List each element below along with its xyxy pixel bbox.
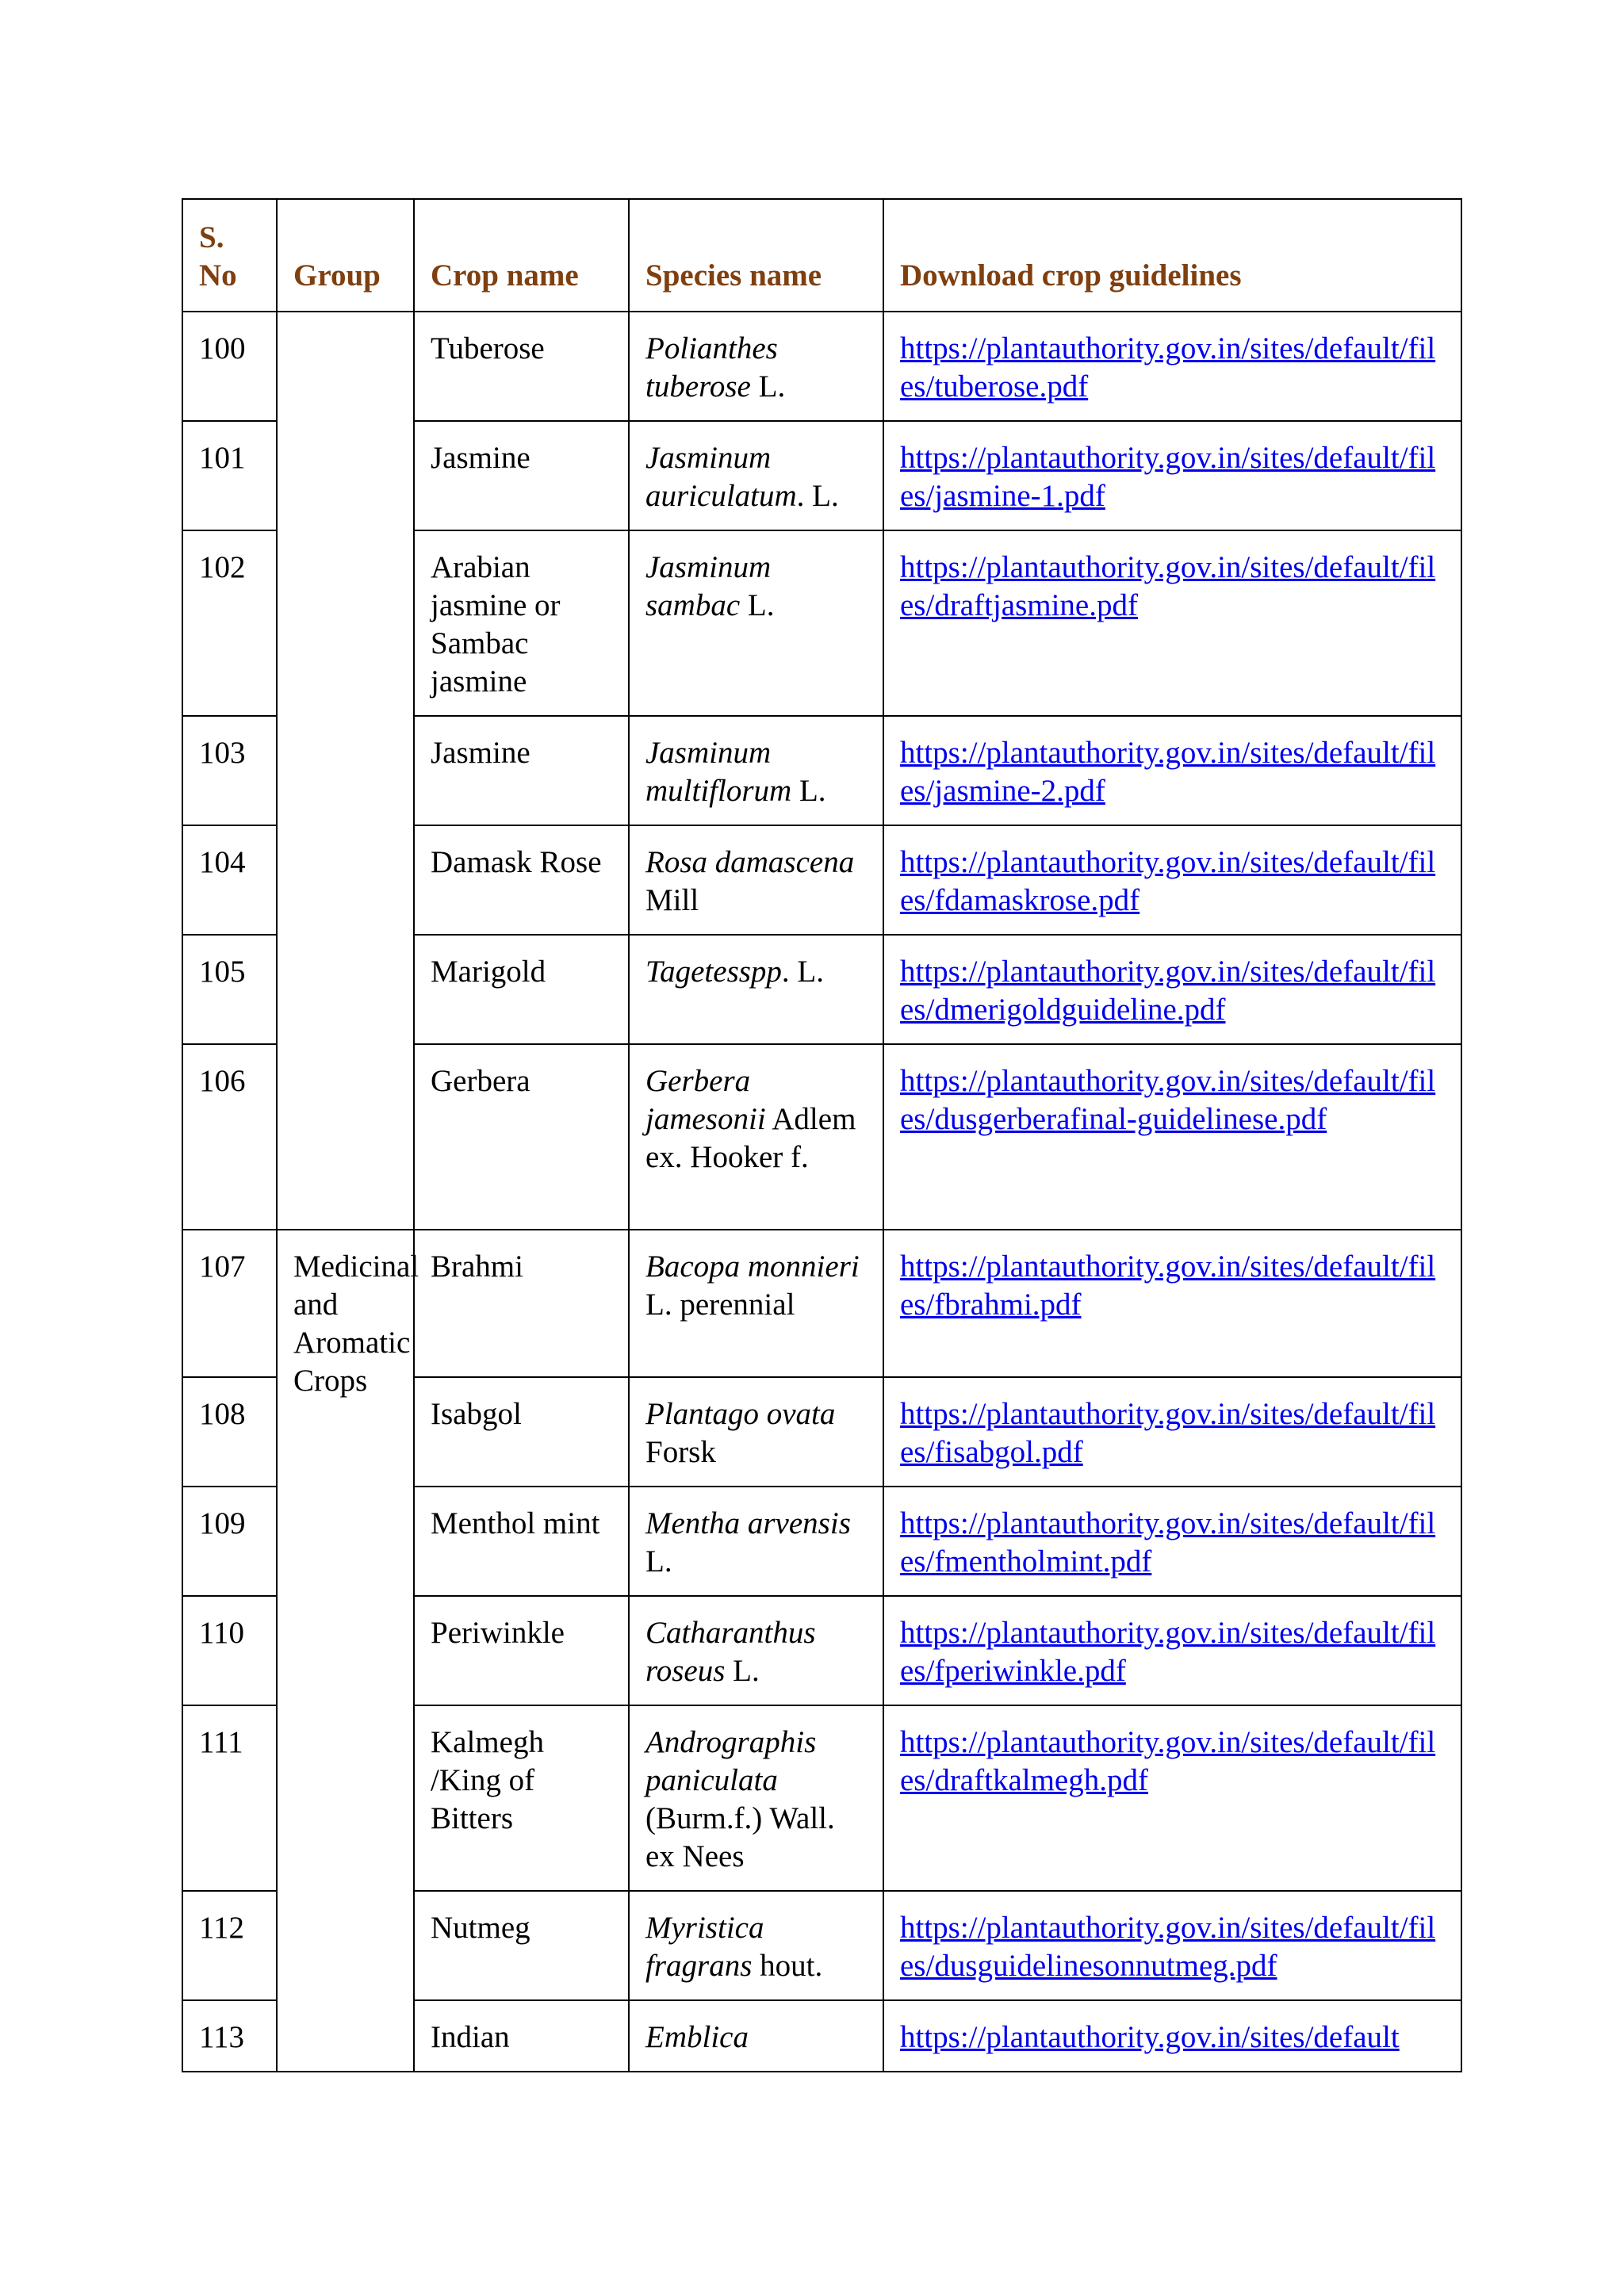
guideline-link[interactable]: https://plantauthority.gov.in/sites/default/files/jasmine-2.pdf bbox=[900, 736, 1436, 808]
cell-crop: Isabgol bbox=[414, 1377, 629, 1487]
cell-download bbox=[883, 1044, 1461, 1230]
cell-sno: 101 bbox=[182, 421, 277, 530]
species-authority: Adlem ex. Hooker f. bbox=[645, 1102, 856, 1174]
species-authority: (Burm.f.) Wall. ex Nees bbox=[645, 1801, 835, 1873]
species-authority: Forsk bbox=[645, 1435, 716, 1469]
species-authority: Mill bbox=[645, 883, 699, 917]
guideline-link[interactable]: https://plantauthority.gov.in/sites/default/files/fisabgol.pdf bbox=[900, 1397, 1436, 1469]
cell-crop: Gerbera bbox=[414, 1044, 629, 1230]
cell-sno: 107 bbox=[182, 1230, 277, 1377]
cell-download bbox=[883, 1487, 1461, 1596]
species-italic: Polianthes tuberose bbox=[645, 331, 778, 404]
header-crop-name: Crop name bbox=[414, 199, 629, 312]
cell-download bbox=[883, 825, 1461, 935]
cell-species bbox=[629, 1487, 883, 1596]
guideline-link[interactable]: https://plantauthority.gov.in/sites/default/files/fdamaskrose.pdf bbox=[900, 845, 1436, 917]
species-authority: L. bbox=[740, 588, 775, 622]
cell-sno: 112 bbox=[182, 1891, 277, 2000]
cell-species bbox=[629, 825, 883, 935]
species-italic: Plantago ovata bbox=[645, 1397, 836, 1431]
header-sno: S. No bbox=[182, 199, 277, 312]
species-italic: Gerbera jamesonii bbox=[645, 1064, 766, 1136]
cell-download bbox=[883, 2000, 1461, 2072]
species-italic: Myristica fragrans bbox=[645, 1911, 764, 1983]
cell-crop: Jasmine bbox=[414, 716, 629, 825]
guideline-link[interactable]: https://plantauthority.gov.in/sites/default/files/draftjasmine.pdf bbox=[900, 550, 1436, 622]
header-species-name: Species name bbox=[629, 199, 883, 312]
cell-download bbox=[883, 1596, 1461, 1705]
cell-download bbox=[883, 312, 1461, 421]
species-authority: L. bbox=[645, 1544, 672, 1578]
species-authority: . L. bbox=[781, 955, 824, 989]
species-authority: L. bbox=[791, 774, 826, 808]
cell-crop: Nutmeg bbox=[414, 1891, 629, 2000]
cell-download bbox=[883, 716, 1461, 825]
guideline-link[interactable]: https://plantauthority.gov.in/sites/default/files/dusgerberafinal-guidelinese.pdf bbox=[900, 1064, 1436, 1136]
cell-crop: Menthol mint bbox=[414, 1487, 629, 1596]
cell-species bbox=[629, 1596, 883, 1705]
cell-download bbox=[883, 1891, 1461, 2000]
cell-sno: 113 bbox=[182, 2000, 277, 2072]
guideline-link[interactable]: https://plantauthority.gov.in/sites/default/files/tuberose.pdf bbox=[900, 331, 1436, 404]
guideline-link[interactable]: https://plantauthority.gov.in/sites/default/files/jasmine-1.pdf bbox=[900, 441, 1436, 513]
crop-guidelines-table bbox=[182, 198, 1462, 2072]
guideline-link[interactable]: https://plantauthority.gov.in/sites/default/files/draftkalmegh.pdf bbox=[900, 1725, 1436, 1797]
species-authority: . L. bbox=[796, 479, 839, 513]
cell-species bbox=[629, 1705, 883, 1891]
guideline-link[interactable]: https://plantauthority.gov.in/sites/default/files/fperiwinkle.pdf bbox=[900, 1616, 1436, 1688]
cell-sno: 106 bbox=[182, 1044, 277, 1230]
species-italic: Rosa damascena bbox=[645, 845, 855, 879]
cell-crop: Indian bbox=[414, 2000, 629, 2072]
cell-species bbox=[629, 1230, 883, 1377]
header-group: Group bbox=[277, 199, 414, 312]
guideline-link[interactable]: https://plantauthority.gov.in/sites/default/files/fbrahmi.pdf bbox=[900, 1249, 1436, 1322]
header-download: Download crop guidelines bbox=[883, 199, 1461, 312]
cell-sno: 108 bbox=[182, 1377, 277, 1487]
table-row bbox=[182, 1230, 1461, 1377]
cell-sno: 100 bbox=[182, 312, 277, 421]
guideline-link[interactable]: https://plantauthority.gov.in/sites/default bbox=[900, 2020, 1400, 2054]
species-authority: L. bbox=[750, 369, 786, 404]
cell-species bbox=[629, 716, 883, 825]
guideline-link[interactable]: https://plantauthority.gov.in/sites/default/files/dusguidelinesonnutmeg.pdf bbox=[900, 1911, 1436, 1983]
species-italic: Emblica bbox=[645, 2020, 749, 2054]
cell-crop: Periwinkle bbox=[414, 1596, 629, 1705]
cell-species bbox=[629, 530, 883, 716]
cell-crop: Jasmine bbox=[414, 421, 629, 530]
cell-species bbox=[629, 1044, 883, 1230]
cell-species bbox=[629, 312, 883, 421]
cell-crop: Marigold bbox=[414, 935, 629, 1044]
cell-download bbox=[883, 1377, 1461, 1487]
cell-download bbox=[883, 421, 1461, 530]
cell-sno: 109 bbox=[182, 1487, 277, 1596]
table-header-row bbox=[182, 199, 1461, 312]
species-italic: Jasminum auriculatum bbox=[645, 441, 797, 513]
guideline-link[interactable]: https://plantauthority.gov.in/sites/default/files/dmerigoldguideline.pdf bbox=[900, 955, 1436, 1027]
cell-crop: Kalmegh /King of Bitters bbox=[414, 1705, 629, 1891]
species-italic: Mentha arvensis bbox=[645, 1506, 851, 1540]
species-italic: Tagetesspp bbox=[645, 955, 782, 989]
species-italic: Jasminum multiflorum bbox=[645, 736, 792, 808]
cell-download bbox=[883, 530, 1461, 716]
species-italic: Andrographis paniculata bbox=[645, 1725, 817, 1797]
cell-sno: 110 bbox=[182, 1596, 277, 1705]
cell-sno: 111 bbox=[182, 1705, 277, 1891]
cell-species bbox=[629, 421, 883, 530]
guideline-link[interactable]: https://plantauthority.gov.in/sites/default/files/fmentholmint.pdf bbox=[900, 1506, 1436, 1578]
cell-download bbox=[883, 1230, 1461, 1377]
cell-species bbox=[629, 2000, 883, 2072]
cell-sno: 105 bbox=[182, 935, 277, 1044]
cell-crop: Tuberose bbox=[414, 312, 629, 421]
table-row bbox=[182, 312, 1461, 421]
cell-group-flowers bbox=[277, 312, 414, 1230]
species-authority: L. bbox=[725, 1654, 760, 1688]
cell-crop: Brahmi bbox=[414, 1230, 629, 1377]
cell-sno: 102 bbox=[182, 530, 277, 716]
species-italic: Jasminum sambac bbox=[645, 550, 772, 622]
species-authority: hout. bbox=[752, 1949, 823, 1983]
cell-species bbox=[629, 935, 883, 1044]
cell-download bbox=[883, 935, 1461, 1044]
cell-group-medicinal: Medicinal and Aromatic Crops bbox=[277, 1230, 414, 2072]
cell-sno: 104 bbox=[182, 825, 277, 935]
cell-sno: 103 bbox=[182, 716, 277, 825]
cell-species bbox=[629, 1891, 883, 2000]
cell-crop: Arabian jasmine or Sambac jasmine bbox=[414, 530, 629, 716]
species-italic: Bacopa monnieri bbox=[645, 1249, 860, 1284]
species-italic: Catharanthus roseus bbox=[645, 1616, 816, 1688]
cell-species bbox=[629, 1377, 883, 1487]
species-authority: L. perennial bbox=[645, 1288, 795, 1322]
cell-crop: Damask Rose bbox=[414, 825, 629, 935]
cell-download bbox=[883, 1705, 1461, 1891]
